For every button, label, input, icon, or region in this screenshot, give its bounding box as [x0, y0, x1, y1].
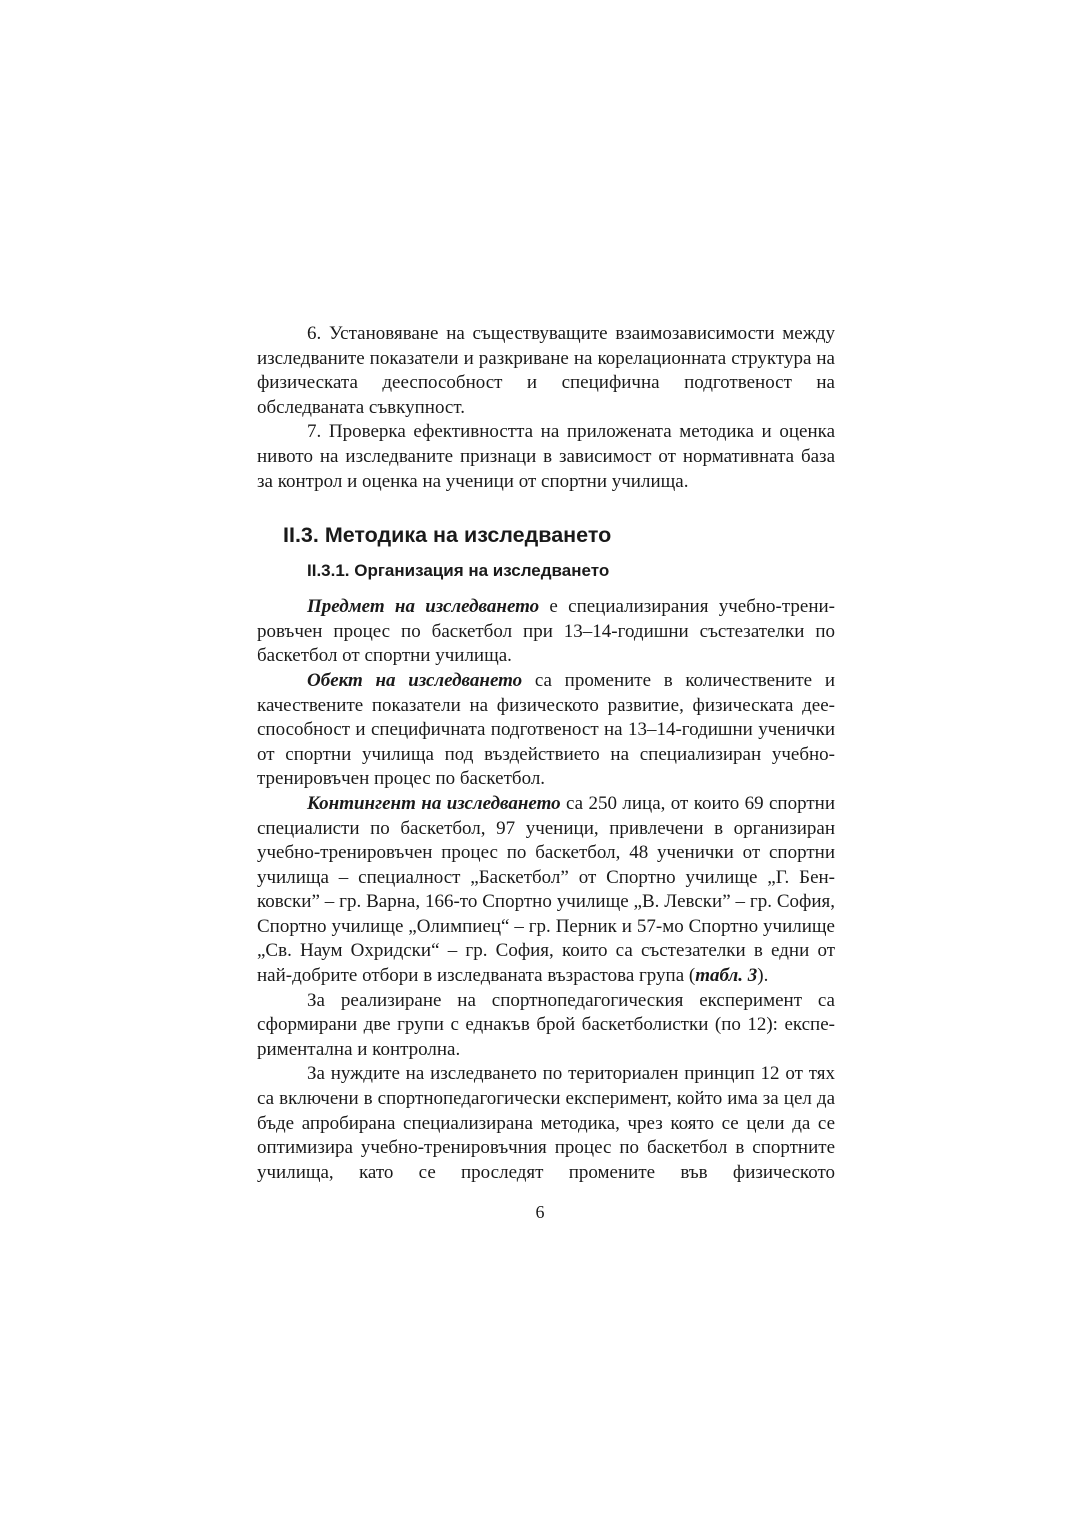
contingent-text: са 250 лица, от които 69 спортни специалисти по баскетбол, 97 ученици, привлечени в организиран учебно-тренировъчен процес по баскетбол, 48 ученички от спортни училища – специалност „Баскетбол” от Спортно училище „Г. Бенковски” – гр. Варна, 166-то Спортно училище „В. Левски” – гр. София, Спортно училище „Олимпиец“ – гр. Перник и 57-мо Спортно училище „Св. Наум Охридски“ – гр. София, които са състезателки в едни от най-добрите отбори в изследваната възрастова група ( [257, 792, 835, 987]
object-text: са промените в количествените и качествените показатели на физическото развитие, физическата дееспособност и специфичната подготвеност на 13–14-годишни ученички от спортни училища под въздействието на специализиран учебно-тренировъчен процес по баскетбол. [257, 669, 835, 790]
subsection-heading: II.3.1. Организация на изследването [307, 561, 610, 581]
contingent-end: ). [757, 965, 769, 987]
term-subject: Предмет на изследването [307, 596, 540, 618]
list-item-6: 6. Установяване на съществуващите взаимозависимости между изследваните показатели и разкриване на корелационната структура на физическата дееспособност и специфична подготвеност на обследваната съвкупност. [257, 323, 835, 418]
section-heading: II.3. Методика на изследването [283, 523, 612, 548]
page-number: 6 [535, 1202, 545, 1222]
subject-text: е специализирания учебно-тренировъчен процес по баскетбол при 13–14-годишни състезателки по баскетбол от спортни училища. [257, 596, 835, 667]
paragraph-groups: За реализиране на спортнопедагогическия експеримент са сформирани две групи с еднакъв брой баскетболистки (по 12): експериментална и контролна. [257, 989, 835, 1060]
term-contingent: Контингент на изследването [307, 792, 561, 814]
paragraph-needs: За нуждите на изследването по териториален принцип 12 от тях са включени в спортнопедагогически експеримент, който има за цел да бъде апробирана специализирана методика, чрез която се цели да се оптимизира учебно-тренировъчния процес по баскетбол в спортните училища, като се проследят промените във физическото [257, 1063, 835, 1183]
term-object: Обект на изследването [307, 669, 523, 691]
page-body [257, 322, 835, 1185]
paragraph-contingent [257, 792, 835, 989]
table-reference: табл. 3 [695, 965, 758, 987]
paragraph-subject [257, 595, 835, 669]
paragraph-object [257, 669, 835, 792]
list-item-7: 7. Проверка ефективността на приложената методика и оценка нивото на изследваните признаци в зависимост от нормативната база за контрол и оценка на ученици от спортни училища. [257, 421, 835, 492]
